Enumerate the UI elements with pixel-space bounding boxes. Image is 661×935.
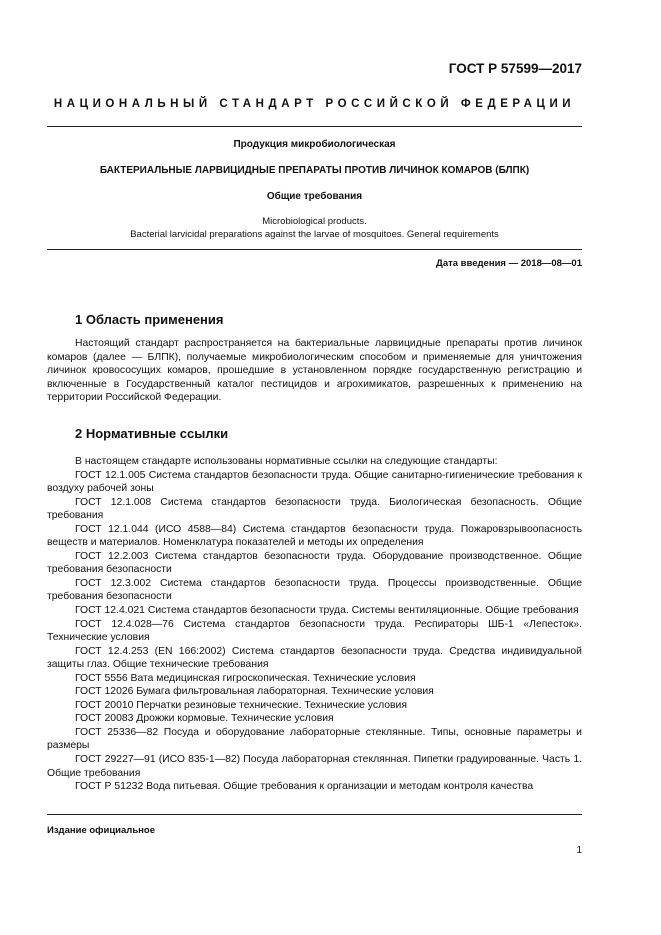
list-item: ГОСТ 29227—91 (ИСО 835-1—82) Посуда лабораторная стеклянная. Пипетки градуированные. Часть 1. Общие требования xyxy=(47,754,582,779)
english-title-line1: Microbiological products. xyxy=(262,216,367,227)
english-title-line2: Bacterial larvicidal preparations against the larvae of mosquitoes. General requirements xyxy=(130,229,499,240)
list-item: ГОСТ 12026 Бумага фильтровальная лабораторная. Технические условия xyxy=(75,686,434,698)
document-title: БАКТЕРИАЛЬНЫЕ ЛАРВИЦИДНЫЕ ПРЕПАРАТЫ ПРОТИВ ЛИЧИНОК КОМАРОВ (БЛПК) xyxy=(99,165,530,176)
list-item: ГОСТ 12.4.253 (EN 166:2002) Система стандартов безопасности труда. Средства индивидуальной защиты глаз. Общие технические требования xyxy=(47,645,582,671)
section-1-paragraph: Настоящий стандарт распространяется на бактериальные ларвицидные препараты против личинок комаров (далее — БЛПК), получаемые микробиологическим способом и применяемые для уничтожения личинок кровососущих комаров, прошедшие в установленном порядке государственную регистрацию и включенные в Государственный каталог пестицидов и агрохимикатов, разрешенных к применению на территории Российской Федерации. xyxy=(47,338,582,404)
section-2-heading: 2 Нормативные ссылки xyxy=(75,426,229,441)
section-1-text xyxy=(47,337,582,405)
introduction-date: Дата введения — 2018—08—01 xyxy=(436,258,582,269)
header-divider xyxy=(47,126,582,127)
list-item: ГОСТ 25336—82 Посуда и оборудование лабораторные стеклянные. Типы, основные параметры и размеры xyxy=(47,726,582,752)
document-number: ГОСТ Р 57599—2017 xyxy=(448,61,582,76)
page-number: 1 xyxy=(576,845,582,856)
official-edition-label: Издание официальное xyxy=(47,825,155,836)
document-subtitle: Общие требования xyxy=(266,191,363,202)
list-item: ГОСТ 12.1.044 (ИСО 4588—84) Система стандартов безопасности труда. Пожаровзрывоопасность веществ и материалов. Номенклатура показателей и методы их определения xyxy=(47,523,582,549)
list-item: ГОСТ 20083 Дрожжи кормовые. Технические условия xyxy=(75,713,334,725)
list-item: ГОСТ 20010 Перчатки резиновые технические. Технические условия xyxy=(75,699,407,711)
list-item: ГОСТ 12.4.021 Система стандартов безопасности труда. Системы вентиляционные. Общие требования xyxy=(75,605,579,617)
section-1-heading: 1 Область применения xyxy=(75,312,224,327)
normative-references-list xyxy=(47,455,582,794)
list-item: В настоящем стандарте использованы нормативные ссылки на следующие стандарты: xyxy=(75,456,498,467)
title-divider xyxy=(47,249,582,250)
product-category: Продукция микробиологическая xyxy=(233,139,396,150)
list-item: ГОСТ 12.4.028—76 Система стандартов безопасности труда. Респираторы ШБ-1 «Лепесток». Технические условия xyxy=(47,618,582,644)
list-item: ГОСТ 12.2.003 Система стандартов безопасности труда. Оборудование производственное. Общие требования безопасности xyxy=(47,550,582,576)
list-item: ГОСТ 12.1.008 Система стандартов безопасности труда. Биологическая безопасность. Общие требования xyxy=(47,496,582,522)
national-standard-heading: НАЦИОНАЛЬНЫЙ СТАНДАРТ РОССИЙСКОЙ ФЕДЕРАЦИИ xyxy=(53,98,576,110)
footer-divider xyxy=(47,814,582,815)
list-item: ГОСТ 5556 Вата медицинская гигроскопическая. Технические условия xyxy=(75,672,416,684)
list-item: ГОСТ Р 51232 Вода питьевая. Общие требования к организации и методам контроля качества xyxy=(75,781,534,793)
list-item: ГОСТ 12.1.005 Система стандартов безопасности труда. Общие санитарно-гигиенические требования к воздуху рабочей зоны xyxy=(47,469,582,495)
list-item: ГОСТ 12.3.002 Система стандартов безопасности труда. Процессы производственные. Общие требования безопасности xyxy=(47,577,582,603)
